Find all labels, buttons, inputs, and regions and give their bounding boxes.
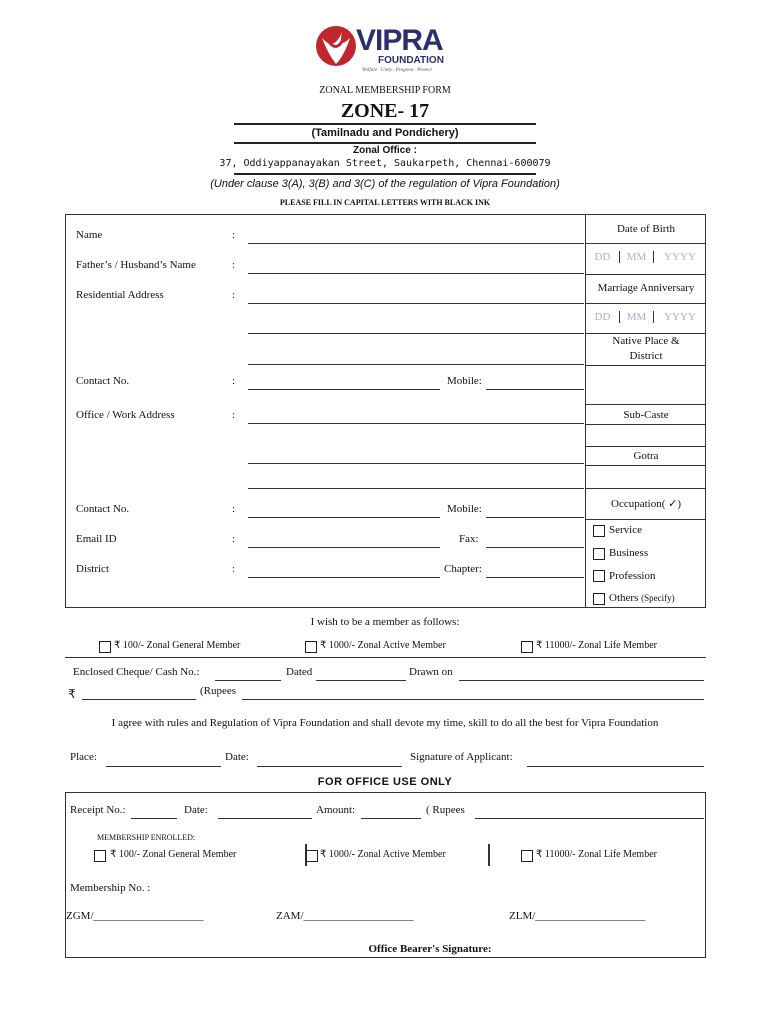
zone-underline (234, 123, 536, 125)
address-line-1 (248, 303, 584, 304)
side-divider (585, 274, 706, 275)
logo-emblem-icon (314, 24, 362, 68)
colon: : (232, 503, 236, 515)
office-rupees-line (475, 818, 704, 819)
rupee-icon: ₹ (68, 687, 76, 701)
email-line (248, 547, 440, 548)
office-date-label: Date: (184, 804, 208, 816)
side-divider (585, 424, 706, 425)
occupation-label: Occupation( ✓) (611, 498, 681, 510)
dob-label: Date of Birth (616, 223, 676, 235)
office-general-label (110, 849, 236, 860)
office-line-1 (248, 423, 584, 424)
colon: : (232, 409, 236, 421)
place-label: Place: (70, 751, 97, 763)
general-member-text: 100/- Zonal General Member (122, 640, 241, 651)
rupees-label: (Rupees (200, 685, 237, 697)
address-line-2 (248, 333, 584, 334)
father-name-input[interactable] (248, 259, 584, 273)
region-text: (Tamilnadu and Pondichery) (311, 127, 459, 139)
office-bearer-signature: Office Bearer's Signature: (368, 943, 492, 955)
office-address-input-3[interactable] (248, 475, 584, 489)
rupee-icon: ₹ (320, 640, 327, 651)
mobile-label: Mobile: (447, 375, 482, 387)
address-underline (234, 173, 536, 175)
service-label: Service (609, 524, 642, 536)
office-active-checkbox[interactable] (306, 850, 318, 862)
mobile2-line (486, 517, 584, 518)
membership-divider (65, 657, 706, 658)
amount-input[interactable] (82, 685, 196, 699)
rupee-icon: ₹ (320, 849, 327, 860)
service-checkbox[interactable] (593, 525, 605, 537)
rupee-icon: ₹ (536, 640, 543, 651)
district-input[interactable] (248, 563, 440, 577)
anniversary-day-field[interactable]: DD (586, 311, 620, 323)
signature-input[interactable] (527, 751, 704, 765)
colon: : (232, 563, 236, 575)
rupee-icon: ₹ (114, 640, 121, 651)
colon: : (232, 289, 236, 301)
name-label: Name (76, 229, 103, 241)
drawn-line (459, 680, 704, 681)
general-member-checkbox[interactable] (99, 641, 111, 653)
date-label: Date: (225, 751, 249, 763)
office-date-line (218, 818, 312, 819)
zonal-office-label: Zonal Office : (353, 145, 417, 156)
mobile2-label: Mobile: (447, 503, 482, 515)
profession-checkbox[interactable] (593, 570, 605, 582)
office-amount-label: Amount: (316, 804, 356, 816)
life-member-label (536, 640, 657, 651)
office-general-checkbox[interactable] (94, 850, 106, 862)
office-general-text: 100/- Zonal General Member (118, 849, 237, 860)
zlm-field[interactable]: ZLM/____________________ (509, 910, 646, 922)
email-label: Email ID (76, 533, 117, 545)
receipt-input[interactable] (131, 804, 177, 818)
zone-title: ZONE- 17 (340, 100, 430, 122)
zgm-field[interactable]: ZGM/____________________ (66, 910, 204, 922)
general-member-label (114, 640, 240, 651)
name-line (248, 243, 584, 244)
address-line-3 (248, 364, 584, 365)
office-life-checkbox[interactable] (521, 850, 533, 862)
fax-input[interactable] (486, 533, 584, 547)
district-label: District (76, 563, 109, 575)
contact-label: Contact No. (76, 375, 130, 387)
office-rupees-label: ( Rupees (426, 804, 465, 816)
office-use-heading: FOR OFFICE USE ONLY (317, 776, 453, 788)
office-address-input-2[interactable] (248, 450, 584, 464)
membership-no-label: Membership No. : (70, 882, 151, 894)
active-member-text: 1000/- Zonal Active Member (328, 640, 446, 651)
rupees-words-input[interactable] (242, 685, 704, 699)
dated-input[interactable] (316, 666, 406, 680)
office-divider (488, 844, 490, 866)
residential-address-label: Residential Address (76, 289, 164, 301)
drawn-on-input[interactable] (459, 666, 704, 680)
rupees-line (242, 699, 704, 700)
profession-label: Profession (609, 570, 656, 582)
signature-line (527, 766, 704, 767)
office-active-label (320, 849, 446, 860)
office-amount-input[interactable] (361, 804, 421, 818)
fax-line (486, 547, 584, 548)
mobile2-input[interactable] (486, 503, 584, 517)
others-label (609, 592, 675, 604)
contact2-line (248, 517, 440, 518)
address-input-2[interactable] (248, 320, 584, 334)
subcaste-input[interactable] (590, 430, 702, 444)
side-divider (585, 519, 706, 520)
native-place-input[interactable] (590, 380, 702, 394)
amount-line (82, 699, 196, 700)
office-line-2 (248, 463, 584, 464)
side-divider (585, 446, 706, 447)
side-divider (585, 488, 706, 489)
colon: : (232, 259, 236, 271)
address-input-3[interactable] (248, 350, 584, 364)
district-line (248, 577, 440, 578)
clause-text: (Under clause 3(A), 3(B) and 3(C) of the regulation of Vipra Foundation) (210, 178, 560, 190)
logo-tagline: Welfare · Unity · Progress · Protect (362, 68, 432, 73)
logo-subtext: FOUNDATION (378, 55, 444, 66)
anniversary-year-field[interactable]: YYYY (664, 311, 696, 323)
business-checkbox[interactable] (593, 548, 605, 560)
contact2-label: Contact No. (76, 503, 130, 515)
office-address-input-1[interactable] (248, 409, 584, 423)
native-district-label: District (629, 350, 663, 362)
office-life-label (536, 849, 657, 860)
chapter-line (486, 577, 584, 578)
instruction-text: PLEASE FILL IN CAPITAL LETTERS WITH BLACK INK (279, 198, 491, 207)
office-active-text: 1000/- Zonal Active Member (328, 849, 446, 860)
gotra-label: Gotra (633, 450, 659, 462)
office-amount-line (361, 818, 421, 819)
anniversary-label: Marriage Anniversary (597, 282, 695, 294)
contact-line (248, 389, 440, 390)
office-address: 37, Oddiyappanayakan Street, Saukarpeth, Chennai-600079 (219, 158, 551, 169)
dob-day-field[interactable]: DD (586, 251, 620, 263)
dob-month-field[interactable]: MM (620, 251, 654, 263)
receipt-line (131, 818, 177, 819)
place-line (106, 766, 221, 767)
side-divider (585, 465, 706, 466)
name-input[interactable] (248, 229, 584, 243)
mobile-line (486, 389, 584, 390)
cheque-input[interactable] (215, 666, 281, 680)
date-line (257, 766, 402, 767)
mobile-input[interactable] (486, 375, 584, 389)
cheque-line (215, 680, 281, 681)
date-input[interactable] (257, 751, 402, 765)
others-text: Others (609, 592, 639, 604)
business-label: Business (609, 547, 649, 559)
contact-input[interactable] (248, 375, 440, 389)
father-name-label: Father’s / Husband’s Name (76, 259, 196, 271)
region-underline (234, 142, 536, 144)
subcaste-label: Sub-Caste (623, 409, 669, 421)
cheque-label: Enclosed Cheque/ Cash No.: (73, 666, 200, 678)
form-title: ZONAL MEMBERSHIP FORM (319, 85, 451, 96)
logo-text: VIPRA (356, 24, 443, 57)
vipra-logo (314, 22, 464, 80)
office-date-input[interactable] (218, 804, 312, 818)
active-member-label (320, 640, 446, 651)
side-divider (585, 243, 706, 244)
rupee-icon: ₹ (536, 849, 543, 860)
place-input[interactable] (106, 751, 221, 765)
dated-line (316, 680, 406, 681)
rupee-icon: ₹ (110, 849, 117, 860)
agreement-text: I agree with rules and Regulation of Vipra Foundation and shall devote my time, skill to do all the best for Vipra Foundation (111, 717, 659, 729)
side-divider (585, 303, 706, 304)
receipt-label: Receipt No.: (70, 804, 126, 816)
chapter-label: Chapter: (444, 563, 482, 575)
side-divider (585, 404, 706, 405)
life-member-checkbox[interactable] (521, 641, 533, 653)
specify-text: (Specify) (641, 593, 675, 603)
membership-intro: I wish to be a member as follows: (310, 616, 460, 628)
dob-year-field[interactable]: YYYY (664, 251, 696, 263)
office-line-3 (248, 488, 584, 489)
email-input[interactable] (248, 533, 440, 547)
office-life-text: 11000/- Zonal Life Member (544, 849, 657, 860)
colon: : (232, 375, 236, 387)
colon: : (232, 229, 236, 241)
drawn-on-label: Drawn on (409, 666, 453, 678)
chapter-input[interactable] (486, 563, 584, 577)
membership-enrolled-label: MEMBERSHIP ENROLLED: (97, 833, 196, 842)
side-divider (585, 365, 706, 366)
life-member-text: 11000/- Zonal Life Member (544, 640, 657, 651)
colon: : (232, 533, 236, 545)
native-place-label: Native Place & (612, 335, 680, 347)
zam-field[interactable]: ZAM/____________________ (276, 910, 414, 922)
others-checkbox[interactable] (593, 593, 605, 605)
office-rupees-input[interactable] (475, 804, 704, 818)
signature-label: Signature of Applicant: (410, 751, 513, 763)
office-address-label: Office / Work Address (76, 409, 175, 421)
dated-label: Dated (286, 666, 313, 678)
side-divider (585, 333, 706, 334)
address-input-1[interactable] (248, 289, 584, 303)
gotra-input[interactable] (590, 472, 702, 486)
fax-label: Fax: (459, 533, 479, 545)
contact2-input[interactable] (248, 503, 440, 517)
father-line (248, 273, 584, 274)
active-member-checkbox[interactable] (305, 641, 317, 653)
anniversary-month-field[interactable]: MM (620, 311, 654, 323)
